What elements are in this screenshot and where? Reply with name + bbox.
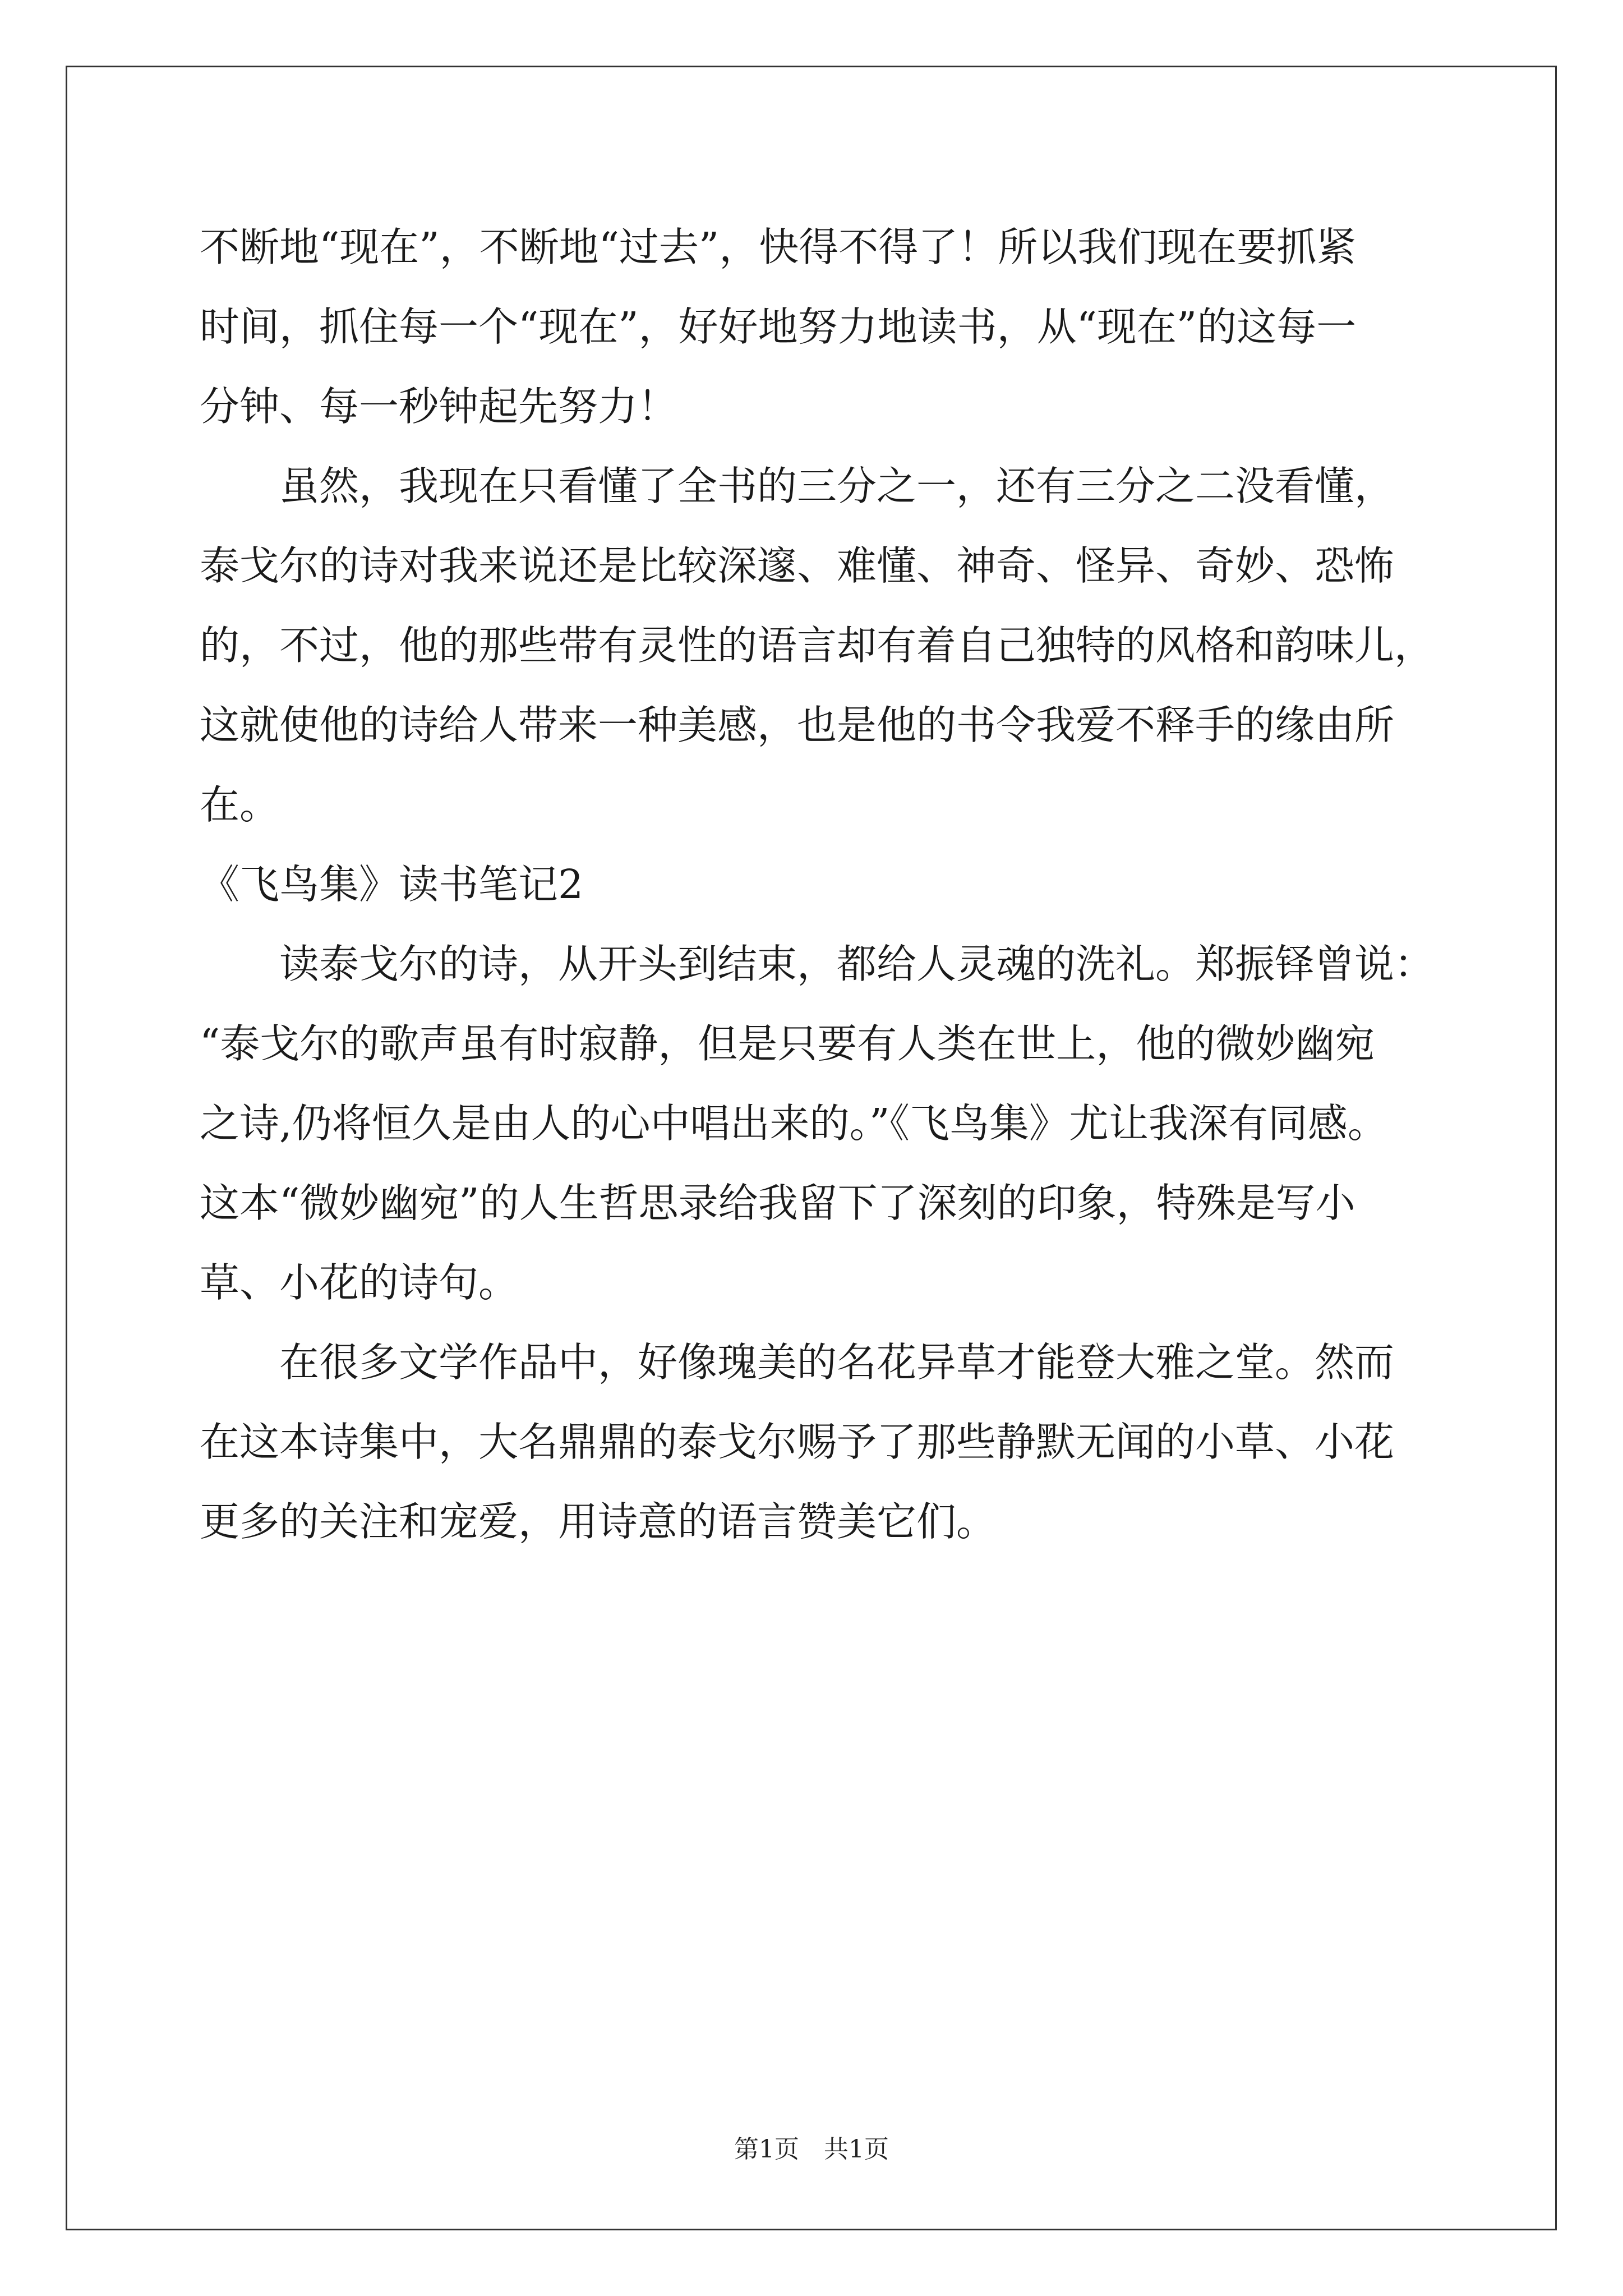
text-line: 草、小花的诗句。 bbox=[200, 1259, 519, 1306]
text-line: 不断地“现在”，不断地“过去”，快得不得了！所以我们现在要抓紧 bbox=[200, 224, 1357, 270]
text-line: 这就使他的诗给人带来一种美感，也是他的书令我爱不释手的缘由所 bbox=[200, 702, 1395, 748]
text-line: 在。 bbox=[200, 781, 280, 828]
section-heading: 《飞鸟集》读书笔记2 bbox=[200, 861, 584, 908]
text-line: 泰戈尔的诗对我来说还是比较深邃、难懂、神奇、怪异、奇妙、恐怖 bbox=[200, 542, 1395, 589]
text-line: 这本“微妙幽宛”的人生哲思录给我留下了深刻的印象，特殊是写小 bbox=[200, 1180, 1355, 1226]
text-line: 分钟、每一秒钟起先努力！ bbox=[200, 383, 678, 430]
text-line: 时间，抓住每一个“现在”，好好地努力地读书，从“现在”的这每一 bbox=[200, 303, 1357, 350]
text-line: 更多的关注和宠爱，用诗意的语言赞美它们。 bbox=[200, 1498, 997, 1545]
text-line: 之诗,仍将恒久是由人的心中唱出来的。”《飞鸟集》尤让我深有同感。 bbox=[200, 1100, 1387, 1147]
document-body bbox=[200, 208, 1433, 1562]
text-line: 在这本诗集中，大名鼎鼎的泰戈尔赐予了那些静默无闻的小草、小花 bbox=[200, 1419, 1395, 1465]
text-line: 虽然，我现在只看懂了全书的三分之一，还有三分之二没看懂， bbox=[200, 463, 1395, 509]
text-line: “泰戈尔的歌声虽有时寂静，但是只要有人类在世上，他的微妙幽宛 bbox=[200, 1020, 1375, 1067]
page-footer: 第1页 共1页 bbox=[734, 2135, 889, 2164]
text-line: 在很多文学作品中，好像瑰美的名花异草才能登大雅之堂。然而 bbox=[200, 1339, 1395, 1386]
text-line: 的，不过，他的那些带有灵性的语言却有着自己独特的风格和韵味儿， bbox=[200, 622, 1435, 669]
text-line: 读泰戈尔的诗，从开头到结束，都给人灵魂的洗礼。郑振铎曾说： bbox=[200, 941, 1435, 987]
